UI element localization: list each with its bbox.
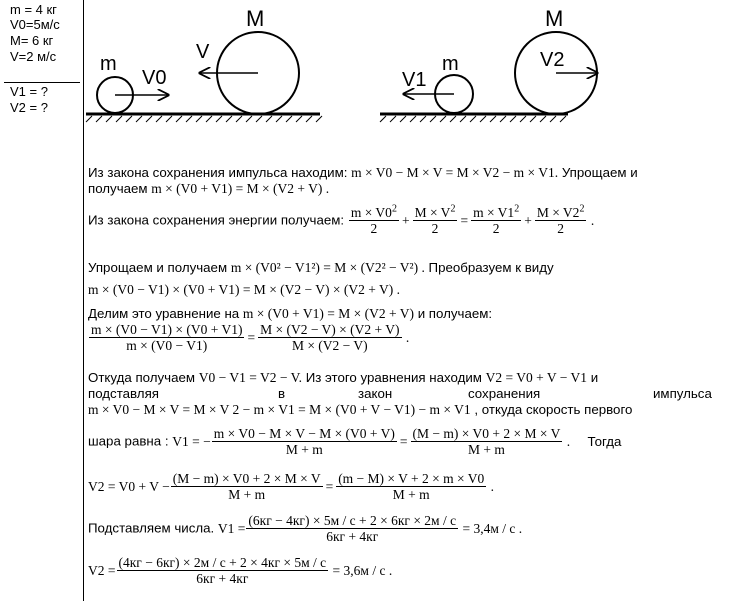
v1-formula-line: шара равна : V1 = − $\frac{m \times V0 - M \times V - M \times (V0 + V)}{M + m}$ = $\frac{(M - m) \times V0 + 2 \times M \times V}{M + m}$ . Тогда [88, 426, 622, 457]
division-right-fraction: $\frac{M \times (V2 - V) \times (V2 + V)}{M \times (V2 - V)}$ [260, 322, 400, 353]
substituting-text: подставляя [88, 386, 159, 401]
v2-fraction-1: $\frac{(M - m) \times V0 + 2 \times M \times V}{M + m}$ [172, 471, 321, 502]
small-ball-label-before: m [100, 53, 117, 75]
find-v1: V1 = ? [10, 84, 48, 99]
energy-fraction-1: $\frac{m \times V0^2}{2}$ [350, 203, 397, 236]
division-fraction-line: $\frac{m \times (V0 - V1) \times (V0 + V1)}{m \times (V0 - V1)}$ = $\frac{M \times (V2 - V) \times (V2 + V)}{M \times (V2 - V)}$ . [91, 322, 410, 353]
division-left-fraction: $\frac{m \times (V0 - V1) \times (V0 + V1)}{m \times (V0 - V1)}$ [91, 322, 243, 353]
ground-hatching-left [86, 116, 322, 122]
v1-numeric-lhs: V1 = [217, 520, 246, 536]
ground-hatching-right [380, 116, 566, 122]
v1-lhs: V1 = − [172, 433, 211, 449]
v1-result: = 3,4м / с . [462, 520, 523, 536]
difference-equation: V0 − V1 = V2 − V. [198, 370, 302, 385]
whence-speed-text: , откуда скорость первого [474, 402, 633, 417]
divide-text: Делим это уравнение на [88, 306, 240, 321]
given-mass-m: m = 4 кг [10, 2, 57, 17]
energy-simplified-equation: m × (V0² − V1²) = M × (V2² − V²) . [230, 260, 425, 275]
given-mass-M: M= 6 кг [10, 33, 54, 48]
v2-expression: V2 = V0 + V − V1 [485, 370, 588, 385]
v2-numeric-fraction: $\frac{(4кг - 6кг) \times 2м / с + 2 \times 4кг \times 5м / с}{6кг + 4кг}$ [118, 555, 327, 586]
given-velocity-V: V=2 м/с [10, 49, 57, 64]
and-text: и [590, 370, 599, 385]
law-text: закон [358, 386, 393, 401]
v1-fraction-1: $\frac{m \times V0 - M \times V - M \times (V0 + V)}{M + m}$ [213, 426, 395, 457]
difference-line [88, 370, 598, 386]
energy-intro-text: Из закона сохранения энергии получаем: [88, 212, 345, 228]
obtain-text: получаем [88, 181, 148, 196]
v2-numeric-line [88, 556, 392, 587]
simplify-obtain-text: Упрощаем и получаем [88, 260, 228, 275]
after-collision-scene [380, 6, 597, 122]
energy-simplified-line [88, 260, 554, 276]
given-velocity-v0: V0=5м/с [10, 17, 60, 32]
momentum-equation: m × V0 − M × V = M × V2 − m × V1. [351, 165, 559, 180]
ball-equals-text: шара равна : [88, 433, 169, 449]
v2-numeric-lhs: V2 = [88, 562, 116, 578]
v1-fraction-2: $\frac{(M - m) \times V0 + 2 \times M \times V}{M + m}$ [412, 426, 561, 457]
momentum-intro-text: Из закона сохранения импульса находим: [88, 165, 348, 180]
conservation-text: сохранения [468, 386, 541, 401]
whence-text: Откуда получаем [88, 370, 196, 385]
substituted-momentum-line [88, 402, 632, 418]
factored-equation: m × (V0 − V1) × (V0 + V1) = M × (V2 − V) × (V2 + V) . [88, 282, 401, 297]
divide-line [88, 306, 492, 322]
then-text: Тогда [587, 433, 622, 449]
energy-fraction-3: $\frac{m \times V1^2}{2}$ [473, 203, 520, 236]
v0-label: V0 [142, 67, 167, 89]
collision-diagram [0, 0, 734, 140]
divide-equation: m × (V0 + V1) = M × (V2 + V) [242, 306, 414, 321]
from-equation-text: Из этого уравнения находим [305, 370, 482, 385]
momentum-line-1 [88, 165, 638, 181]
in-text: в [278, 386, 286, 401]
momentum-text: импульса [653, 386, 712, 401]
find-v2: V2 = ? [10, 100, 48, 115]
small-ball-label-after: m [442, 53, 459, 75]
simplify-text: Упрощаем и [561, 165, 638, 180]
factored-line [88, 282, 400, 298]
v1-numeric-line [88, 514, 522, 545]
transform-text: Преобразуем к виду [428, 260, 554, 275]
substitute-numbers-text: Подставляем числа. [88, 520, 215, 536]
v1-numeric-fraction: $\frac{(6кг - 4кг) \times 5м / с + 2 \times 6кг \times 2м / с}{6кг + 4кг}$ [248, 513, 457, 544]
v2-lhs: V2 = V0 + V − [88, 478, 170, 494]
energy-fraction-4: $\frac{M \times V2^2}{2}$ [536, 203, 585, 236]
v1-label: V1 [402, 69, 427, 91]
energy-fraction-2: $\frac{M \times V^2}{2}$ [414, 203, 456, 236]
v2-fraction-2: $\frac{(m - M) \times V + 2 \times m \times V0}{M + m}$ [338, 471, 485, 502]
substituted-momentum-equation: m × V0 − M × V = M × V 2 − m × V1 = M × (V0 + V − V1) − m × V1 [88, 402, 471, 417]
v2-label: V2 [540, 49, 565, 71]
v2-result: = 3,6м / с . [332, 562, 393, 578]
momentum-line-2 [88, 181, 329, 197]
v2-formula-line: V2 = V0 + V − $\frac{(M - m) \times V0 + 2 \times M \times V}{M + m}$ = $\frac{(m - M) \times V + 2 \times m \times V0}{M + m}$ . [88, 471, 495, 502]
v-label: V [196, 41, 210, 63]
and-obtain-text: и получаем: [417, 306, 493, 321]
before-collision-scene [86, 6, 322, 122]
big-ball-label-after: M [545, 6, 564, 31]
energy-line: Из закона сохранения энергии получаем: $\frac{m \times V0^2}{2}$ + $\frac{M \times V^2}{2}$ = $\frac{m \times V1^2}{2}$ + $\frac{M \times V2^2}{2}$ . [88, 203, 595, 236]
big-ball-label-before: M [246, 6, 265, 31]
momentum-simplified-equation: m × (V0 + V1) = M × (V2 + V) . [151, 181, 330, 196]
